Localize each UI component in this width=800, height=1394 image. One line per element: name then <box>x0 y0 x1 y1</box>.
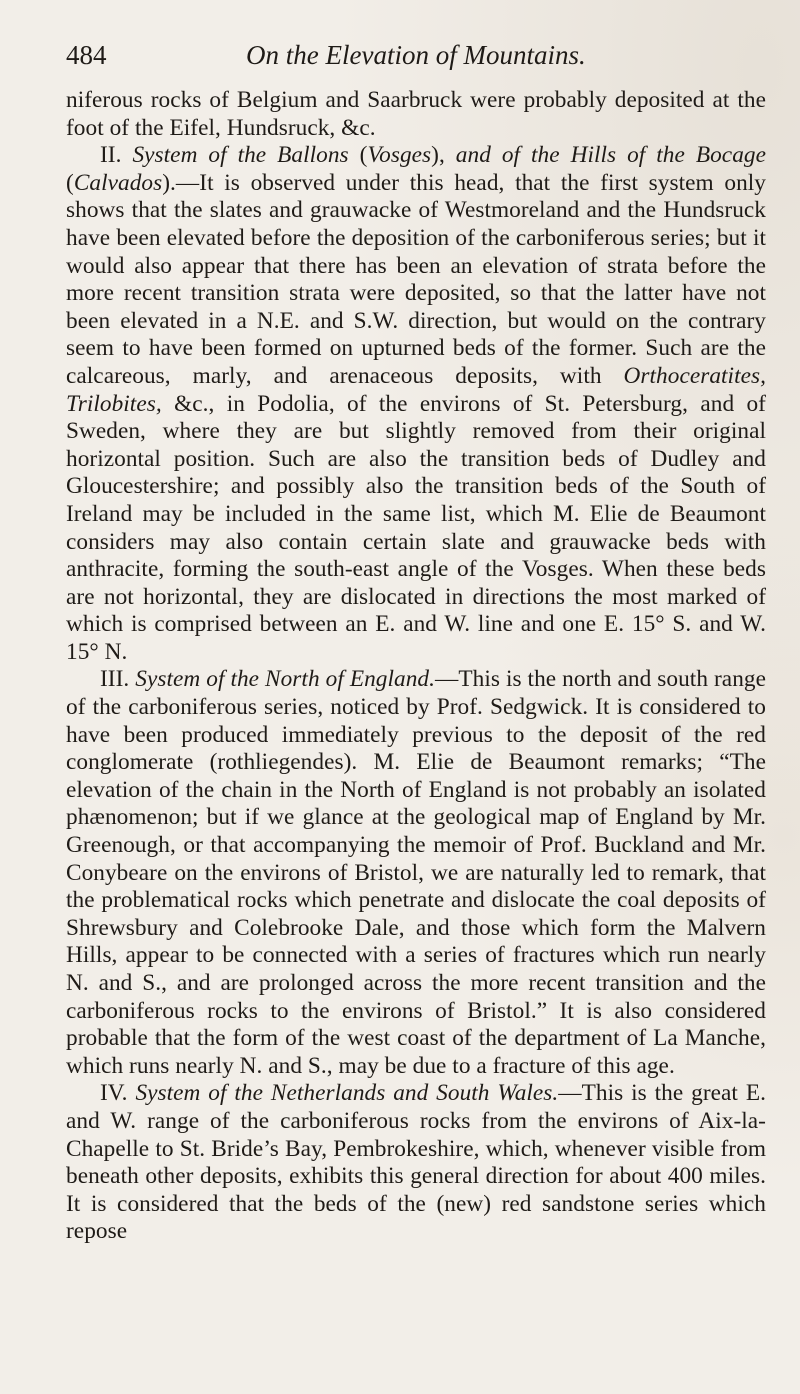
italic-text-run: System of the North of England. <box>135 666 435 693</box>
text-run: II. <box>100 142 133 169</box>
text-run: &c., in Podolia, of the environs of St. Petersburg, and of Sweden, where they are but slightly removed from their original horizontal position. Such are also the transition beds of Dudley and Gloucestershire; and possibly also the transition beds of the South of Ireland may be included in the same list, which M. Elie de Beaumont considers may also contain certain slate and grauwacke beds with anthracite, forming the south-east angle of the Vosges. When these beds are not horizontal, they are dislocated in directions the most marked of which is comprised between an E. and W. line and one E. 15° S. and W. 15° N. <box>66 390 766 665</box>
body-text <box>66 87 766 1246</box>
text-run: ).—It is observed under this head, that the first system only shows that the slates and grauwacke of Westmoreland and the Hundsruck have been elevated before the deposition of the carboniferous series; but it would also appear that there has been an elevation of strata before the more recent transition strata were deposited, so that the latter have not been elevated in a N.E. and S.W. direction, but would on the contrary seem to have been formed on upturned beds of the former. Such are the calcareous, marly, and arenaceous deposits, with <box>66 169 766 389</box>
page-number: 484 <box>66 40 107 70</box>
italic-text-run: and of the Hills of the Bocage <box>455 142 766 169</box>
text-run: IV. <box>100 1080 136 1107</box>
text-run: ), <box>431 142 456 169</box>
italic-text-run: System of the Ballons <box>132 142 349 169</box>
paragraph <box>66 142 766 666</box>
paragraph <box>66 1080 766 1246</box>
text-run: ( <box>348 142 368 169</box>
paragraph <box>66 87 766 142</box>
running-header <box>66 40 766 80</box>
text-run: —This is the great E. and W. range of the carboniferous rocks from the environs of Aix-la-Chapelle to St. Bride’s Bay, Pembrokeshire, which, whenever visible from beneath other deposits, exhibits this general direction for about 400 miles. It is considered that the beds of the (new) red sandstone series which repose <box>66 1080 766 1245</box>
text-run: niferous rocks of Belgium and Saarbruck were probably deposited at the foot of the Eifel, Hundsruck, &c. <box>66 87 766 141</box>
italic-text-run: System of the Netherlands and South Wales. <box>135 1080 559 1107</box>
text-run: III. <box>100 666 136 693</box>
text-run: —This is the north and south range of the carboniferous series, noticed by Prof. Sedgwick. It is considered to have been produced immediately previous to the deposit of the red conglomerate (rothliegendes). M. Elie de Beaumont remarks; “The elevation of the chain in the North of England is not probably an isolated phænomenon; but if we glance at the geological map of England by Mr. Greenough, or that accompanying the memoir of Prof. Buckland and Mr. Conybeare on the environs of Bristol, we are naturally led to remark, that the problematical rocks which penetrate and dislocate the coal deposits of Shrewsbury and Colebrooke Dale, and those which form the Malvern Hills, appear to be connected with a series of fractures which run nearly N. and S., and are prolonged across the more recent transition and the carboniferous rocks to the environs of Bristol.” It is also considered probable that the form of the west coast of the department of La Manche, which runs nearly N. and S., may be due to a fracture of this age. <box>66 666 766 1079</box>
italic-text-run: Calvados <box>73 169 163 196</box>
running-title: On the Elevation of Mountains. <box>246 40 586 70</box>
italic-text-run: Orthoceratites, Trilobites, <box>66 362 766 417</box>
italic-text-run: Vosges <box>367 142 432 169</box>
paragraph <box>66 666 766 1080</box>
text-run: ( <box>66 169 74 196</box>
